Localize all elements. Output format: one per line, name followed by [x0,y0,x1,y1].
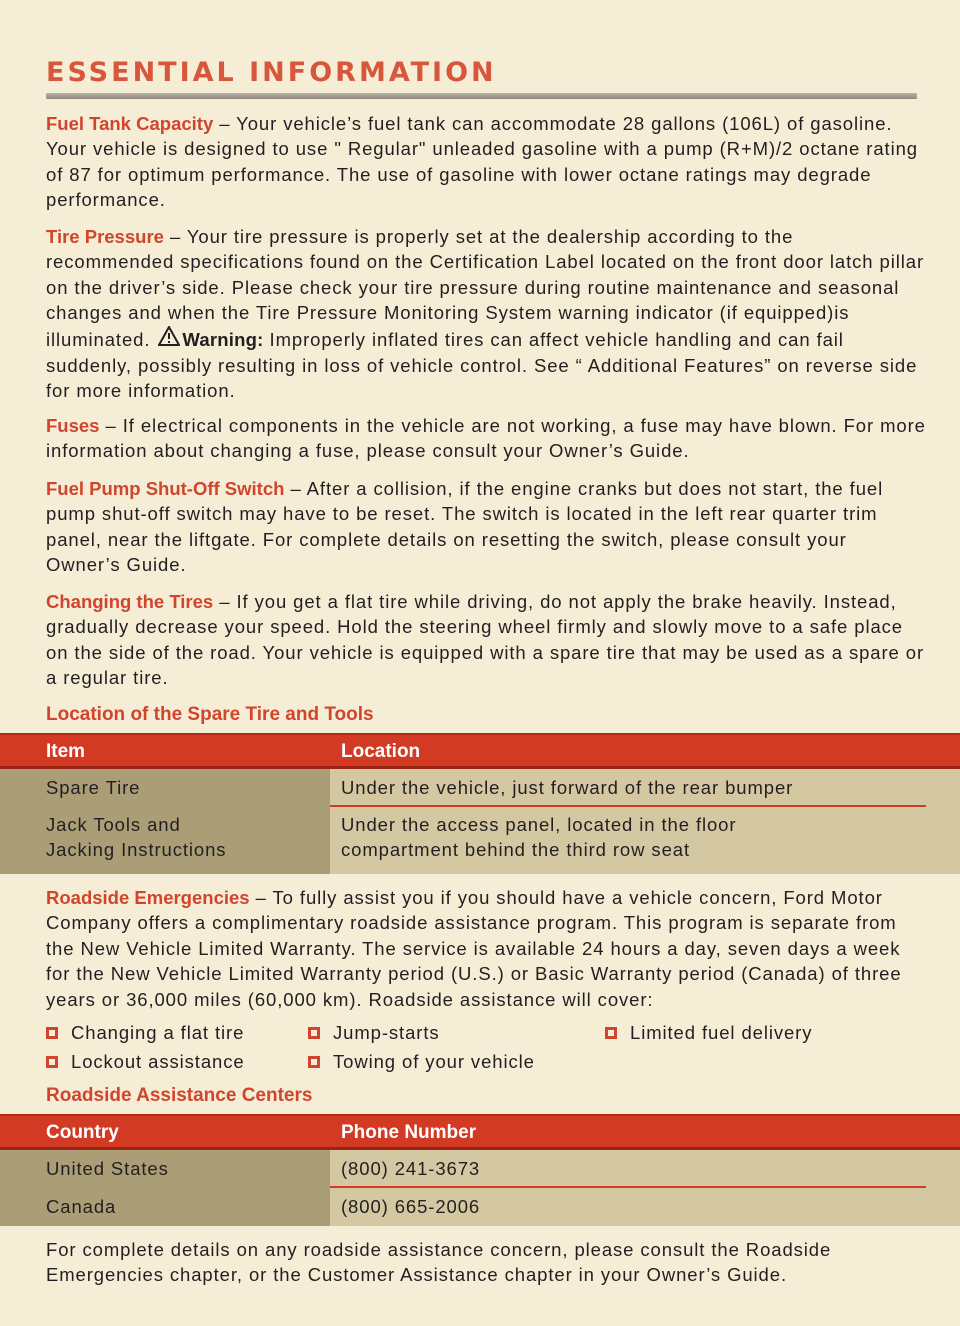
list-item: Jump-starts [308,1021,440,1045]
fuses-term: Fuses [46,415,100,436]
tire-pressure-paragraph [46,224,926,404]
tire-pressure-text: – Your tire pressure is properly set at the dealership according to the recommended specifications found on the Certification Label located on the front door latch pillar on the driver’s side. Please check your tire pressure during routine maintenance and seasonal changes and when the Tire Pressure Monitoring System warning indicator (if equipped)is illuminated. [46,226,924,350]
roadside-term: Roadside Emergencies [46,887,250,908]
cell-phone: (800) 241-3673 [341,1158,481,1179]
list-item: Lockout assistance [46,1050,245,1074]
roadside-paragraph [46,885,926,1012]
fuel-pump-paragraph [46,476,926,578]
fuses-text: – If electrical components in the vehicle are not working, a fuse may have blown. For more information about changing a fuse, please consult your Owner’s Guide. [46,415,926,462]
changing-tires-paragraph [46,589,926,691]
header-item: Item [46,741,86,762]
cell-location: Under the vehicle, just forward of the rear bumper [341,777,794,798]
cell-location: Under the access panel, located in the floor [341,814,737,835]
table-row [0,1188,960,1226]
changing-tires-term: Changing the Tires [46,591,214,612]
cell-location: compartment behind the third row seat [341,839,690,860]
header-phone: Phone Number [341,1122,477,1143]
spare-tire-table [0,733,960,874]
table-header [0,1114,960,1150]
cell-item: Jack Tools and [46,814,181,835]
title-rule [46,93,917,99]
footer-paragraph: For complete details on any roadside assistance concern, please consult the Roadside Emergencies chapter, or the Customer Assistance chapter in your Owner’s Guide. [46,1239,832,1286]
table-row [0,807,960,874]
cell-item: Spare Tire [46,777,141,798]
warning-label: Warning: [182,328,264,350]
cell-phone: (800) 665-2006 [341,1196,481,1217]
fuel-pump-text: – After a collision, if the engine cranks but does not start, the fuel pump shut-off switch may have to be reset. The switch is located in the left rear quarter trim panel, near the liftgate. For complete details on resetting the switch, please consult your Owner’s Guide. [46,478,884,576]
warning-triangle-icon [156,326,182,353]
list-item: Limited fuel delivery [605,1021,812,1045]
fuel-pump-term: Fuel Pump Shut-Off Switch [46,478,285,499]
fuel-tank-term: Fuel Tank Capacity [46,113,214,134]
assistance-centers-table [0,1114,960,1226]
cell-item: Jacking Instructions [46,839,227,860]
fuses-paragraph [46,413,926,464]
assistance-centers-heading: Roadside Assistance Centers [46,1085,313,1106]
tire-pressure-term: Tire Pressure [46,226,164,247]
page-title: ESSENTIAL INFORMATION [46,57,497,88]
cell-country: United States [46,1158,169,1179]
changing-tires-text: – If you get a flat tire while driving, do not apply the brake heavily. Instead, gradually decrease your speed. Hold the steering wheel firmly and slowly move to a safe place on the side of the road. Your vehicle is equipped with a spare tire that may be used as a spare or a regular tire. [46,591,925,689]
checkbox-bullet-icon [308,1027,320,1039]
header-country: Country [46,1122,119,1143]
fuel-tank-text: – Your vehicle’s fuel tank can accommodate 28 gallons (106L) of gasoline. Your vehicle is designed to use " Regular" unleaded gasoline with a pump (R+M)/2 octane rating of 87 for optimum performance. The use of gasoline with lower octane ratings may degrade performance. [46,113,918,211]
checkbox-bullet-icon [605,1027,617,1039]
table-header [0,733,960,769]
fuel-tank-paragraph [46,111,926,213]
list-item: Towing of your vehicle [308,1050,535,1074]
spare-location-heading: Location of the Spare Tire and Tools [46,704,374,725]
header-location: Location [341,741,421,762]
table-row [0,769,960,807]
warning-text: Improperly inflated tires can affect vehicle handling and can fail suddenly, possibly resulting in loss of vehicle control. See “ Additional Features” on reverse side for more information. [46,328,918,402]
cell-country: Canada [46,1196,117,1217]
list-item: Changing a flat tire [46,1021,244,1045]
table-row [0,1150,960,1188]
checkbox-bullet-icon [46,1056,58,1068]
roadside-text: – To fully assist you if you should have a vehicle concern, Ford Motor Company offers a complimentary roadside assistance program. This program is separate from the New Vehicle Limited Warranty. The service is available 24 hours a day, seven days a week for the New Vehicle Limited Warranty period (U.S.) or Basic Warranty period (Canada) of three years or 36,000 miles (60,000 km). Roadside assistance will cover: [46,887,902,1010]
checkbox-bullet-icon [308,1056,320,1068]
checkbox-bullet-icon [46,1027,58,1039]
